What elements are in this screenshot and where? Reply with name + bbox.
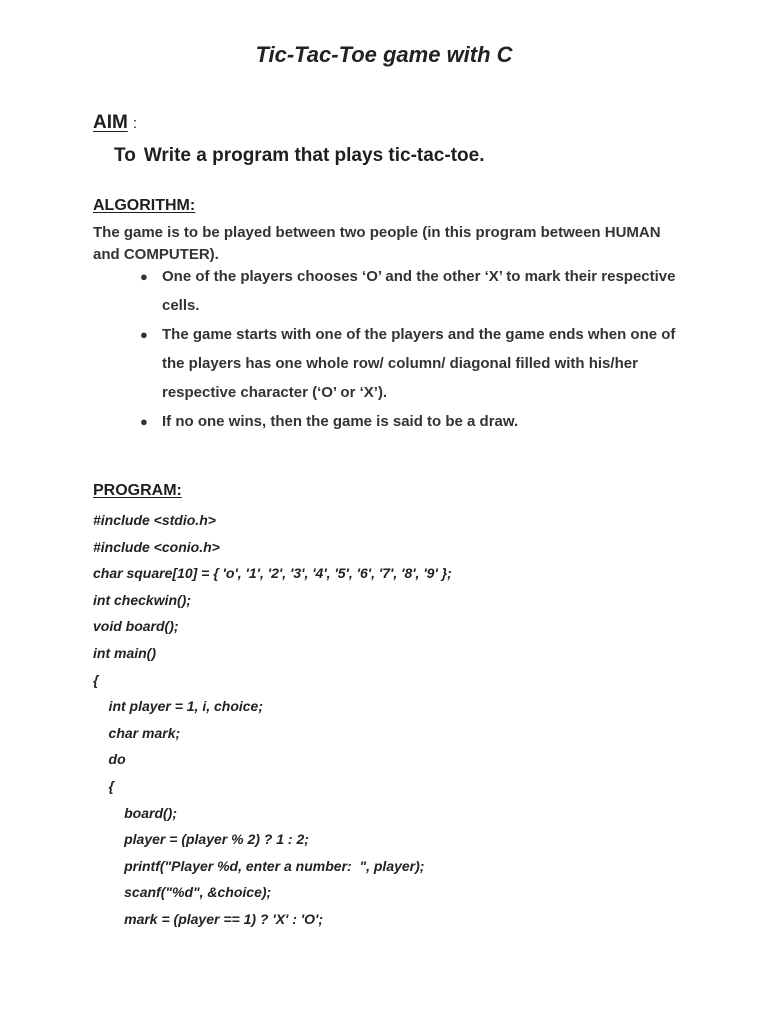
code-line: {	[93, 671, 99, 688]
list-item	[140, 320, 680, 407]
aim-text: Write a program that plays tic-tac-toe.	[143, 145, 485, 166]
code-line: int main()	[93, 644, 156, 661]
code-line: int checkwin();	[93, 591, 192, 608]
code-line: char mark;	[93, 724, 181, 741]
code-line: printf("Player %d, enter a number: ", player);	[93, 857, 425, 874]
code-line: char square[10] = { 'o', '1', '2', '3', '4', '5', '6', '7', '8', '9' };	[93, 565, 452, 582]
aim-to: To	[114, 145, 136, 166]
list-item	[140, 262, 680, 320]
code-line: int player = 1, i, choice;	[93, 698, 264, 715]
bullet-icon: ●	[140, 269, 148, 284]
code-line: #include <conio.h>	[93, 538, 220, 555]
list-item	[140, 407, 680, 436]
bullet-text: One of the players chooses ‘O’ and the other ‘X’ to mark their respective cells.	[162, 268, 676, 314]
algorithm-heading: ALGORITHM:	[93, 197, 196, 214]
code-line: scanf("%d", &choice);	[93, 884, 272, 901]
code-block	[93, 507, 693, 933]
document-title: Tic-Tac-Toe game with C	[255, 42, 513, 67]
code-line: do	[93, 751, 126, 768]
code-line: player = (player % 2) ? 1 : 2;	[93, 831, 309, 848]
aim-statement	[114, 145, 484, 167]
code-line: void board();	[93, 618, 179, 635]
code-line: mark = (player == 1) ? 'X' : 'O';	[93, 910, 324, 927]
bullet-icon: ●	[140, 414, 148, 429]
bullet-text: The game starts with one of the players and the game ends when one of the players has one whole row/ column/ diagonal filled with his/her respective character (‘O’ or ‘X’).	[162, 326, 676, 401]
aim-colon: :	[132, 115, 137, 132]
code-line: {	[93, 777, 115, 794]
code-line: board();	[93, 804, 177, 821]
bullet-icon: ●	[140, 327, 148, 342]
algorithm-intro: The game is to be played between two people (in this program between HUMAN and COMPUTER).	[93, 224, 661, 263]
program-heading: PROGRAM:	[93, 482, 182, 499]
code-line: #include <stdio.h>	[93, 512, 216, 528]
bullet-text: If no one wins, then the game is said to be a draw.	[162, 413, 519, 430]
algorithm-bullet-list	[140, 262, 680, 436]
aim-heading	[93, 112, 137, 134]
aim-label: AIM	[93, 112, 128, 133]
